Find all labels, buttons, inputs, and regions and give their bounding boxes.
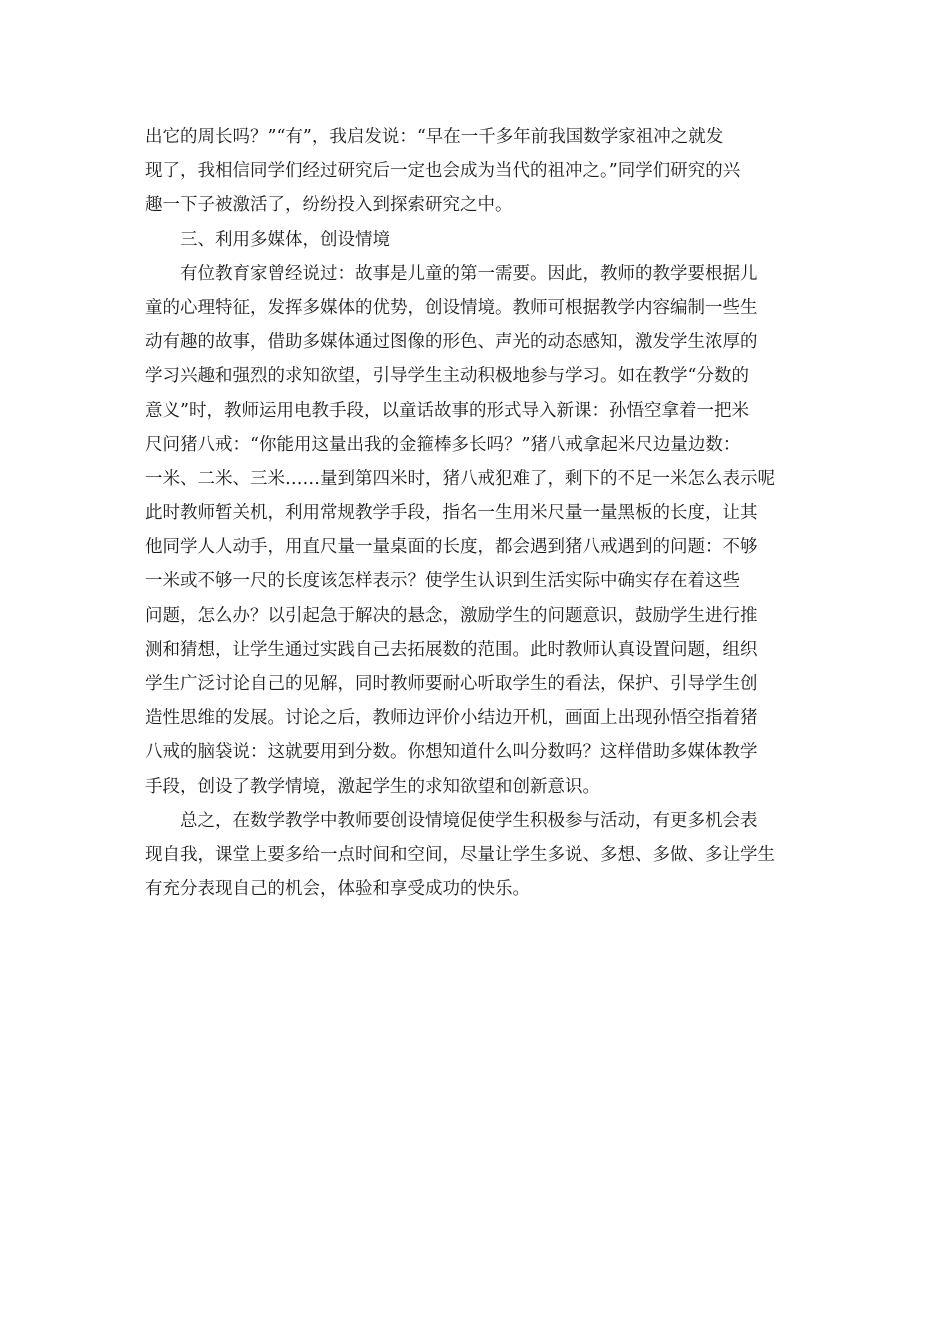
text-line: 趣一下子被激活了，纷纷投入到探索研究之中。 [145, 195, 513, 216]
text-line: 一米、二米、三米……量到第四米时，猪八戒犯难了，剩下的不足一米怎么表示呢 [145, 468, 775, 489]
paragraph-multimedia [145, 257, 807, 804]
text-line: 他同学人人动手，用直尺量一量桌面的长度，都会遇到猪八戒遇到的问题：不够 [145, 537, 758, 558]
text-line: 意义”时，教师运用电教手段，以童话故事的形式导入新课：孙悟空拿着一把米 [145, 400, 749, 421]
paragraph-conclusion [145, 804, 807, 907]
heading-line: 三、利用多媒体，创设情境 [145, 229, 390, 250]
text-line: 有位教育家曾经说过：故事是儿童的第一需要。因此，教师的教学要根据儿 [145, 263, 758, 284]
text-line: 八戒的脑袋说：这就要用到分数。你想知道什么叫分数吗？这样借助多媒体教学 [145, 742, 758, 763]
text-line: 此时教师暂关机，利用常规教学手段，指名一生用米尺量一量黑板的长度，让其 [145, 503, 758, 524]
text-line: 有充分表现自己的机会，体验和享受成功的快乐。 [145, 879, 530, 900]
section-heading [145, 223, 807, 257]
text-line: 现了，我相信同学们经过研究后一定也会成为当代的祖冲之。”同学们研究的兴 [145, 161, 741, 182]
text-line: 测和猜想，让学生通过实践自己去拓展数的范围。此时教师认真设置问题，组织 [145, 639, 758, 660]
text-line: 出它的周长吗？”“有”，我启发说：“早在一千多年前我国数学家祖冲之就发 [145, 127, 724, 147]
text-line: 童的心理特征，发挥多媒体的优势，创设情境。教师可根据教学内容编制一些生 [145, 297, 758, 318]
document-body [145, 120, 807, 906]
text-line: 现自我，课堂上要多给一点时间和空间，尽量让学生多说、多想、多做、多让学生 [145, 844, 775, 865]
text-line: 问题，怎么办？以引起急于解决的悬念，激励学生的问题意识，鼓励学生进行推 [145, 605, 758, 626]
text-line: 学习兴趣和强烈的求知欲望，引导学生主动积极地参与学习。如在教学“分数的 [145, 366, 749, 387]
text-line: 总之，在数学教学中教师要创设情境促使学生积极参与活动，有更多机会表 [145, 810, 758, 831]
text-line: 造性思维的发展。讨论之后，教师边评价小结边开机，画面上出现孙悟空指着猪 [145, 708, 758, 729]
text-line: 一米或不够一尺的长度该怎样表示？使学生认识到生活实际中确实存在着这些 [145, 571, 740, 592]
text-line: 学生广泛讨论自己的见解，同时教师要耐心听取学生的看法，保护、引导学生创 [145, 674, 758, 694]
text-line: 动有趣的故事，借助多媒体通过图像的形色、声光的动态感知，激发学生浓厚的 [145, 332, 758, 353]
paragraph-continuation [145, 120, 807, 223]
text-line: 手段，创设了教学情境，激起学生的求知欲望和创新意识。 [145, 776, 600, 797]
text-line: 尺问猪八戒：“你能用这量出我的金箍棒多长吗？”猪八戒拿起米尺边量边数： [145, 434, 741, 455]
